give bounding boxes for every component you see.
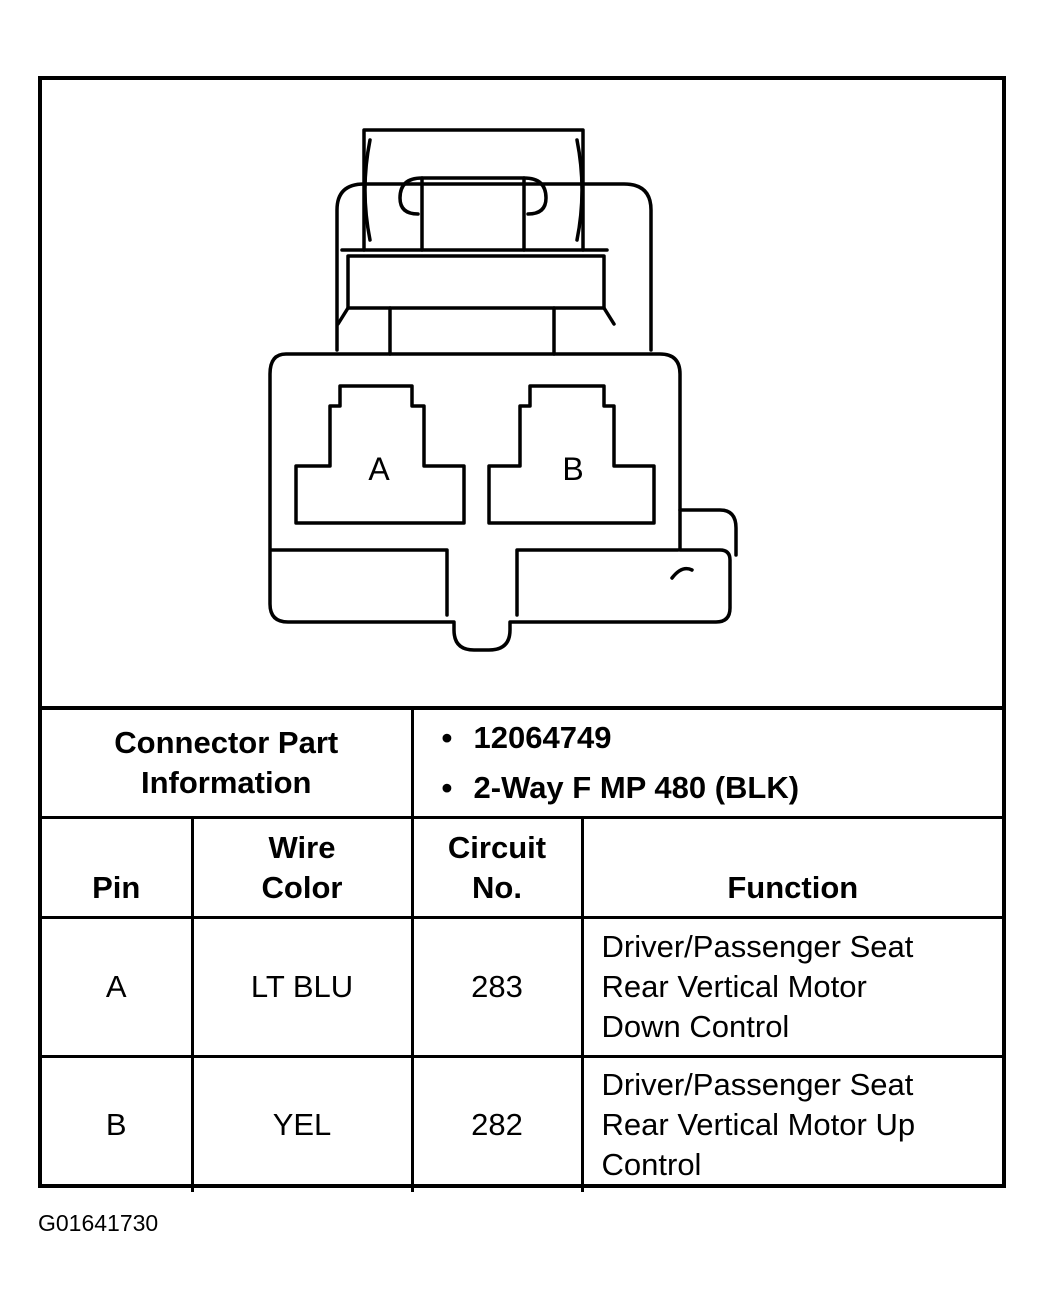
part-number: • 12064749 <box>474 713 1003 763</box>
connector-part-row <box>42 708 1002 818</box>
connector-type: • 2-Way F MP 480 (BLK) <box>474 763 1003 813</box>
latch-block <box>364 130 583 250</box>
connector-part-values <box>412 708 1002 818</box>
circuit-cell: 282 <box>412 1057 582 1193</box>
function-cell: Driver/Passenger Seat Rear Vertical Motor Up Control <box>582 1057 1002 1193</box>
wire-color-cell: LT BLU <box>192 918 412 1057</box>
header-pin: Pin <box>42 818 192 918</box>
latch-tab <box>422 178 524 250</box>
table-row <box>42 918 1002 1057</box>
pin-cell: A <box>42 918 192 1057</box>
header-circuit-no: Circuit No. <box>412 818 582 918</box>
column-header-row <box>42 818 1002 918</box>
connector-face-drawing <box>42 80 1002 706</box>
connector-info-table <box>42 706 1002 1192</box>
table-row <box>42 1057 1002 1193</box>
function-cell: Driver/Passenger Seat Rear Vertical Motor Down Control <box>582 918 1002 1057</box>
header-function: Function <box>582 818 1002 918</box>
pin-label-a: A <box>368 451 390 487</box>
connector-part-label: Connector Part Information <box>42 708 412 818</box>
figure-reference-id: G01641730 <box>38 1210 159 1236</box>
wire-color-cell: YEL <box>192 1057 412 1193</box>
pin-cell: B <box>42 1057 192 1193</box>
header-wire-color: Wire Color <box>192 818 412 918</box>
diagram-frame <box>38 76 1006 1188</box>
circuit-cell: 283 <box>412 918 582 1057</box>
connector-collar <box>348 256 604 308</box>
pin-label-b: B <box>562 451 584 487</box>
